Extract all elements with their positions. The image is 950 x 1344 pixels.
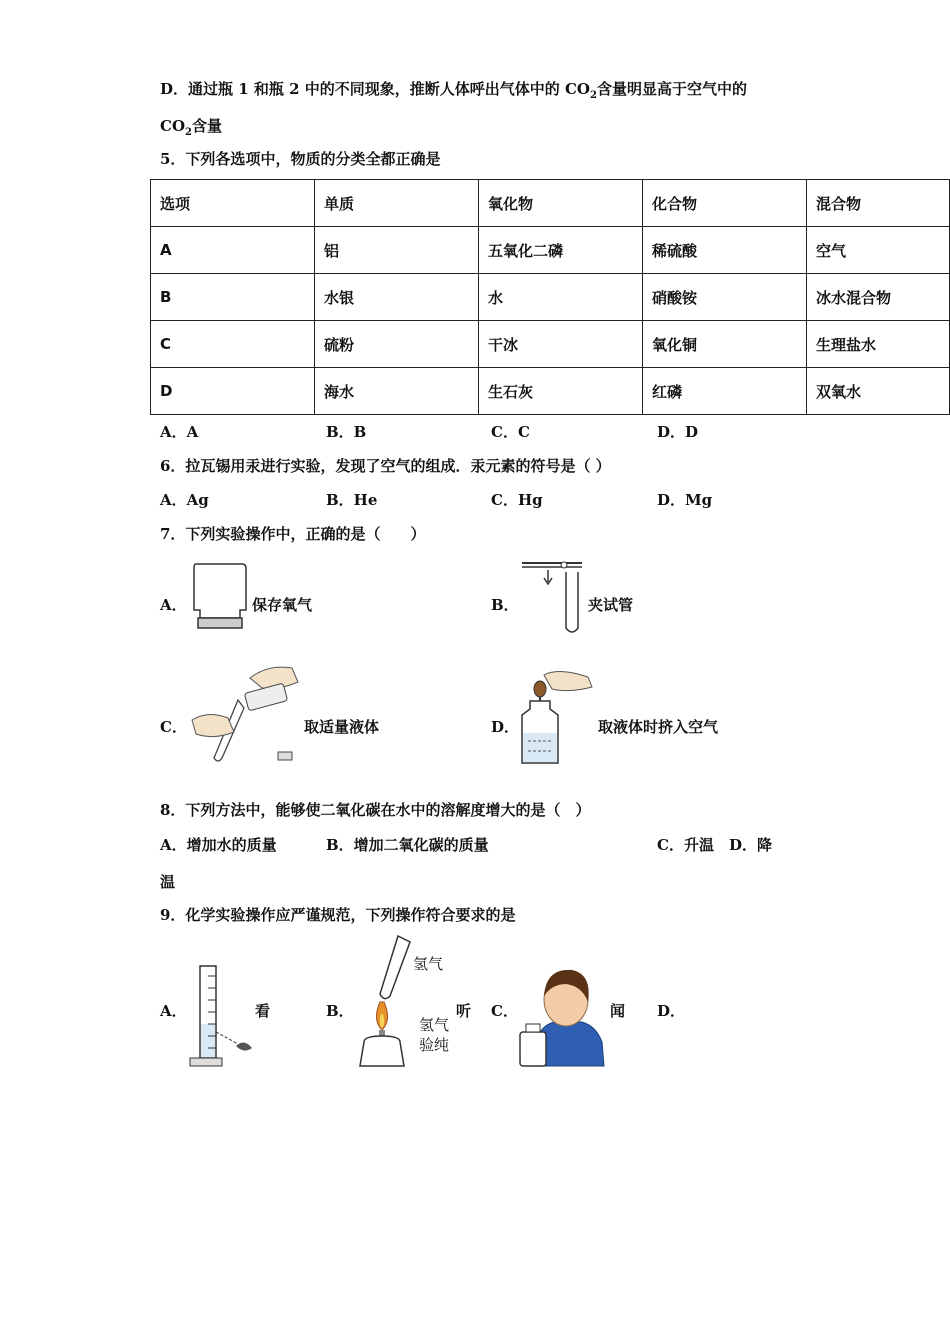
q8-option-cd[interactable]: C．升温 D．降: [657, 836, 772, 854]
table-header-cell: 混合物: [807, 180, 950, 227]
q8-question: 8．下列方法中，能够使二氧化碳在水中的溶解度增大的是（ ）: [160, 801, 591, 819]
q5-question: 5．下列各选项中，物质的分类全都正确是: [160, 150, 441, 168]
q9-option-a-letter[interactable]: A．: [160, 1002, 187, 1020]
q9-option-d-letter[interactable]: D．: [657, 1002, 686, 1020]
q7-option-b-caption: 夹试管: [588, 596, 634, 614]
q8-option-b[interactable]: B．增加二氧化碳的质量: [326, 836, 489, 854]
table-header-cell: 氧化物: [479, 180, 643, 227]
q8-option-a[interactable]: A．增加水的质量: [160, 836, 277, 854]
q5-option-c[interactable]: C．C: [491, 423, 530, 441]
table-cell: 双氧水: [807, 368, 950, 415]
table-cell: 冰水混合物: [807, 274, 950, 321]
table-cell: D: [151, 368, 315, 415]
table-row: [151, 227, 950, 274]
table-cell: 五氧化二磷: [479, 227, 643, 274]
q9-option-a-caption: 看: [255, 1002, 271, 1020]
q6-option-d[interactable]: D．Mg: [657, 491, 713, 509]
student-smelling-icon: [516, 962, 608, 1068]
table-header-row: [151, 180, 950, 227]
q5-option-a[interactable]: A．A: [160, 423, 199, 441]
q4-option-d-line1: D．通过瓶 1 和瓶 2 中的不同现象，推断人体呼出气体中的 $CO_2$含量明显高于空气中的: [160, 80, 747, 101]
table-cell: 氧化铜: [643, 321, 807, 368]
table-header-cell: 化合物: [643, 180, 807, 227]
table-row: [151, 274, 950, 321]
table-cell: 铝: [315, 227, 479, 274]
table-cell: 生理盐水: [807, 321, 950, 368]
q9-option-c-letter[interactable]: C．: [491, 1002, 518, 1020]
q6-option-a[interactable]: A．Ag: [160, 491, 209, 509]
table-cell: C: [151, 321, 315, 368]
hydrogen-label: 氢气: [413, 955, 444, 973]
graduated-cylinder-icon: [186, 962, 258, 1070]
q6-option-c[interactable]: C．Hg: [491, 491, 543, 509]
table-cell: 稀硫酸: [643, 227, 807, 274]
table-cell: 生石灰: [479, 368, 643, 415]
alcohol-lamp-hydrogen-test-icon: [350, 932, 420, 1072]
table-cell: 海水: [315, 368, 479, 415]
table-cell: B: [151, 274, 315, 321]
q5-option-d[interactable]: D．D: [657, 423, 699, 441]
q6-question: 6．拉瓦锡用汞进行实验，发现了空气的组成．汞元素的符号是（ ）: [160, 457, 611, 475]
q7-option-c-caption: 取适量液体: [304, 718, 380, 736]
table-cell: 干冰: [479, 321, 643, 368]
test-tube-holder-icon: [520, 556, 590, 638]
pouring-liquid-icon: [188, 660, 303, 768]
q6-option-b[interactable]: B．He: [326, 491, 378, 509]
q5-option-b[interactable]: B．B: [326, 423, 367, 441]
table-cell: 红磷: [643, 368, 807, 415]
hydrogen-test-label-2: 验纯: [419, 1036, 450, 1054]
q8-option-d-wrap: 温: [160, 873, 176, 891]
q9-option-c-caption: 闻: [610, 1002, 626, 1020]
table-cell: 硝酸铵: [643, 274, 807, 321]
table-cell: 水银: [315, 274, 479, 321]
table-cell: A: [151, 227, 315, 274]
table-cell: 空气: [807, 227, 950, 274]
gas-jar-inverted-icon: [190, 560, 250, 635]
q4-option-d-line2: $CO_2$含量: [160, 117, 222, 138]
hydrogen-test-label-1: 氢气: [419, 1016, 450, 1034]
q7-question: 7．下列实验操作中，正确的是（ ）: [160, 525, 426, 543]
q7-option-d-caption: 取液体时挤入空气: [598, 718, 719, 736]
q9-option-b-caption: 听: [456, 1002, 472, 1020]
q7-option-d-letter[interactable]: D．: [491, 718, 520, 736]
q9-question: 9．化学实验操作应严谨规范，下列操作符合要求的是: [160, 906, 516, 924]
q7-option-a-letter[interactable]: A．: [160, 596, 187, 614]
classification-table: [150, 179, 950, 415]
q9-option-b-letter[interactable]: B．: [326, 1002, 354, 1020]
table-header-cell: 选项: [151, 180, 315, 227]
q7-option-a-caption: 保存氧气: [252, 596, 313, 614]
q7-option-b-letter[interactable]: B．: [491, 596, 519, 614]
table-row: [151, 368, 950, 415]
table-cell: 水: [479, 274, 643, 321]
table-row: [151, 321, 950, 368]
table-cell: 硫粉: [315, 321, 479, 368]
q7-option-c-letter[interactable]: C．: [160, 718, 187, 736]
dropper-bottle-icon: [518, 665, 598, 765]
table-header-cell: 单质: [315, 180, 479, 227]
